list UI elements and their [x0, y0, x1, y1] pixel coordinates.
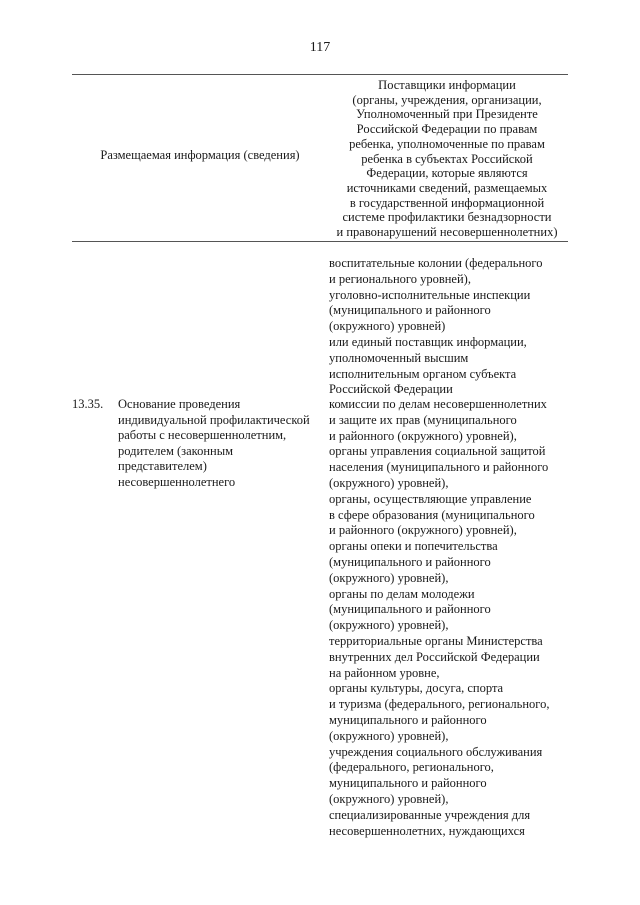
provider-line: на районном уровне, — [329, 665, 440, 680]
info-line: индивидуальной профилактической — [118, 412, 310, 427]
row-number: 13.35. — [72, 397, 104, 411]
provider-line: (муниципального и районного — [329, 602, 491, 617]
table-top-rule — [72, 74, 568, 75]
provider-line: населения (муниципального и районного — [329, 460, 549, 475]
header-line: в государственной информационной — [349, 195, 545, 210]
provider-line: учреждения социального обслуживания — [329, 744, 543, 759]
row-providers-text — [329, 397, 550, 839]
provider-line: муниципального и районного — [329, 712, 487, 727]
provider-line: (окружного) уровней) — [329, 319, 446, 334]
provider-line: (окружного) уровней), — [329, 791, 449, 806]
info-line: Основание проведения — [118, 397, 241, 411]
provider-line: несовершеннолетних, нуждающихся — [329, 823, 525, 838]
provider-line: (окружного) уровней), — [329, 475, 449, 490]
provider-line: и регионального уровней), — [329, 271, 471, 286]
provider-line: органы опеки и попечительства — [329, 539, 498, 554]
header-line: (органы, учреждения, организации, — [352, 92, 542, 107]
provider-line: и туризма (федерального, регионального, — [329, 697, 550, 712]
header-line: и правонарушений несовершеннолетних) — [336, 225, 558, 240]
column-header-info: Размещаемая информация (сведения) — [100, 148, 300, 162]
provider-line: (окружного) уровней), — [329, 570, 449, 585]
provider-line: внутренних дел Российской Федерации — [329, 649, 540, 664]
header-line: источниками сведений, размещаемых — [346, 180, 548, 195]
column-header-providers — [326, 78, 568, 240]
header-line: Поставщики информации — [378, 78, 516, 92]
info-line: несовершеннолетнего — [118, 474, 236, 489]
provider-line: (окружного) уровней), — [329, 618, 449, 633]
header-line: ребенка, уполномоченные по правам — [349, 136, 545, 151]
provider-line: в сфере образования (муниципального — [329, 507, 535, 522]
table-header-rule — [72, 241, 568, 242]
provider-line: исполнительным органом субъекта — [329, 366, 517, 381]
provider-line: органы по делам молодежи — [329, 586, 475, 601]
provider-line: и районного (окружного) уровней), — [329, 428, 517, 443]
provider-line: уголовно-исполнительные инспекции — [329, 287, 531, 302]
info-line: работы с несовершеннолетним, — [118, 428, 287, 443]
info-line: представителем) — [118, 459, 207, 474]
provider-line: органы, осуществляющие управление — [329, 491, 532, 506]
provider-line: муниципального и районного — [329, 776, 487, 791]
row-info-text — [118, 397, 310, 491]
provider-line: специализированные учреждения для — [329, 807, 531, 822]
provider-line: органы управления социальной защитой — [329, 444, 546, 459]
provider-line: уполномоченный высшим — [329, 350, 469, 365]
provider-line: органы культуры, досуга, спорта — [329, 681, 504, 696]
page-number: 117 — [309, 40, 331, 55]
provider-line: Российской Федерации — [329, 382, 453, 397]
provider-line: (муниципального и районного — [329, 303, 491, 318]
continued-providers — [329, 256, 542, 398]
header-line: ребенка в субъектах Российской — [361, 151, 533, 166]
header-line: Уполномоченный при Президенте — [356, 107, 538, 122]
header-line: системе профилактики безнадзорности — [342, 210, 552, 225]
provider-line: воспитательные колонии (федерального — [329, 256, 543, 270]
provider-line: и районного (окружного) уровней), — [329, 523, 517, 538]
provider-line: территориальные органы Министерства — [329, 633, 543, 648]
header-line: Федерации, которые являются — [366, 166, 528, 181]
header-line: Российской Федерации по правам — [356, 122, 538, 137]
provider-line: или единый поставщик информации, — [329, 334, 527, 349]
provider-line: и защите их прав (муниципального — [329, 412, 517, 427]
provider-line: (федерального, регионального, — [329, 760, 494, 775]
provider-line: комиссии по делам несовершеннолетних — [329, 397, 547, 411]
info-line: родителем (законным — [118, 443, 234, 458]
provider-line: (муниципального и районного — [329, 554, 491, 569]
provider-line: (окружного) уровней), — [329, 728, 449, 743]
